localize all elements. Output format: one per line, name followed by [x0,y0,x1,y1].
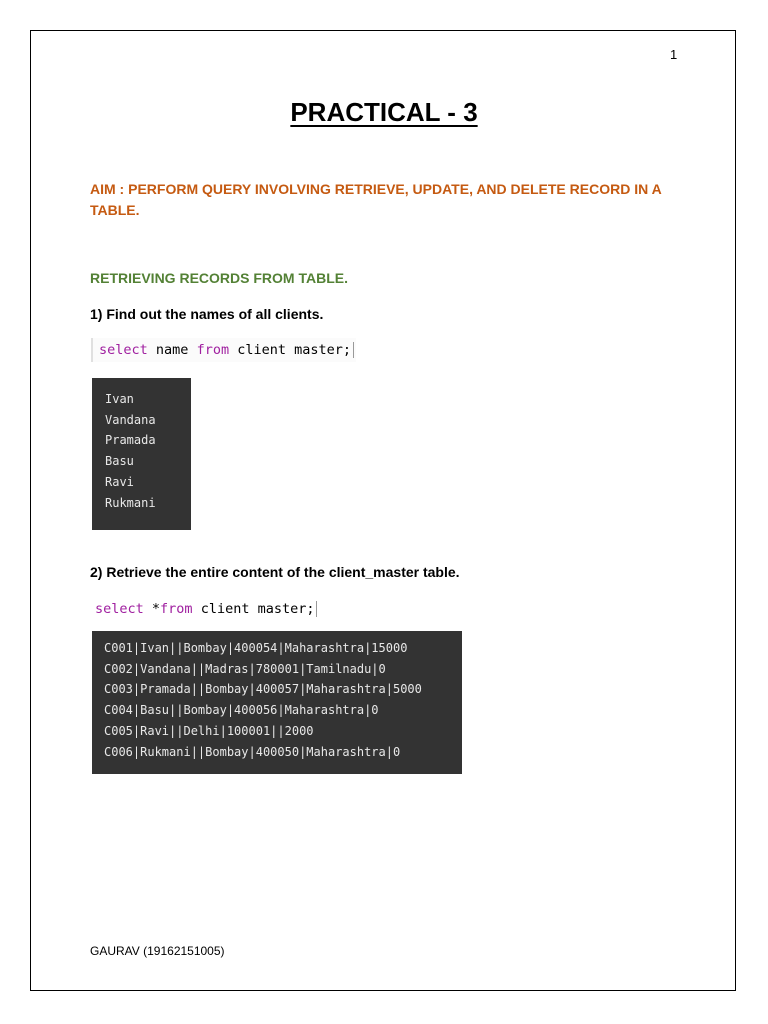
sql-keyword: select [95,601,144,617]
sql-text: * [143,601,161,617]
footer-author: GAURAV (19162151005) [90,944,225,958]
sql-keyword: from [196,342,230,358]
sql-text: client master; [229,342,351,358]
page-number: 1 [670,47,678,62]
sql-keyword: select [99,342,148,358]
query-output-1 [92,378,191,530]
sql-text: client master; [192,601,315,617]
page-title: PRACTICAL - 3 [290,97,478,127]
aim-statement: AIM : PERFORM QUERY INVOLVING RETRIEVE, UPDATE, AND DELETE RECORD IN A TABLE. [90,181,662,218]
sql-query-1 [91,338,356,362]
output-row: Pramada [105,433,156,448]
output-row: C005|Ravi||Delhi|100001||2000 [104,723,314,738]
output-row: C006|Rukmani||Bombay|400050|Maharashtra|0 [104,744,401,759]
sql-query-2 [89,597,319,621]
document-page [30,30,736,991]
text-cursor [316,601,317,617]
section-heading: RETRIEVING RECORDS FROM TABLE. [90,270,348,286]
text-cursor [353,342,354,358]
output-row: C001|Ivan||Bombay|400054|Maharashtra|15000 [104,641,408,655]
sql-text: name [147,342,197,358]
question-1: 1) Find out the names of all clients. [90,306,324,322]
output-row: Rukmani [105,495,156,510]
output-row: C003|Pramada||Bombay|400057|Maharashtra|5000 [104,682,422,697]
output-row: Ivan [105,392,134,406]
output-row: C002|Vandana||Madras|780001|Tamilnadu|0 [104,661,386,676]
question-2: 2) Retrieve the entire content of the client_master table. [90,564,460,580]
sql-keyword: from [160,601,193,617]
output-row: Ravi [105,474,134,489]
output-row: Vandana [105,412,156,427]
output-row: Basu [105,454,134,469]
query-output-2 [92,631,462,774]
output-row: C004|Basu||Bombay|400056|Maharashtra|0 [104,703,379,718]
